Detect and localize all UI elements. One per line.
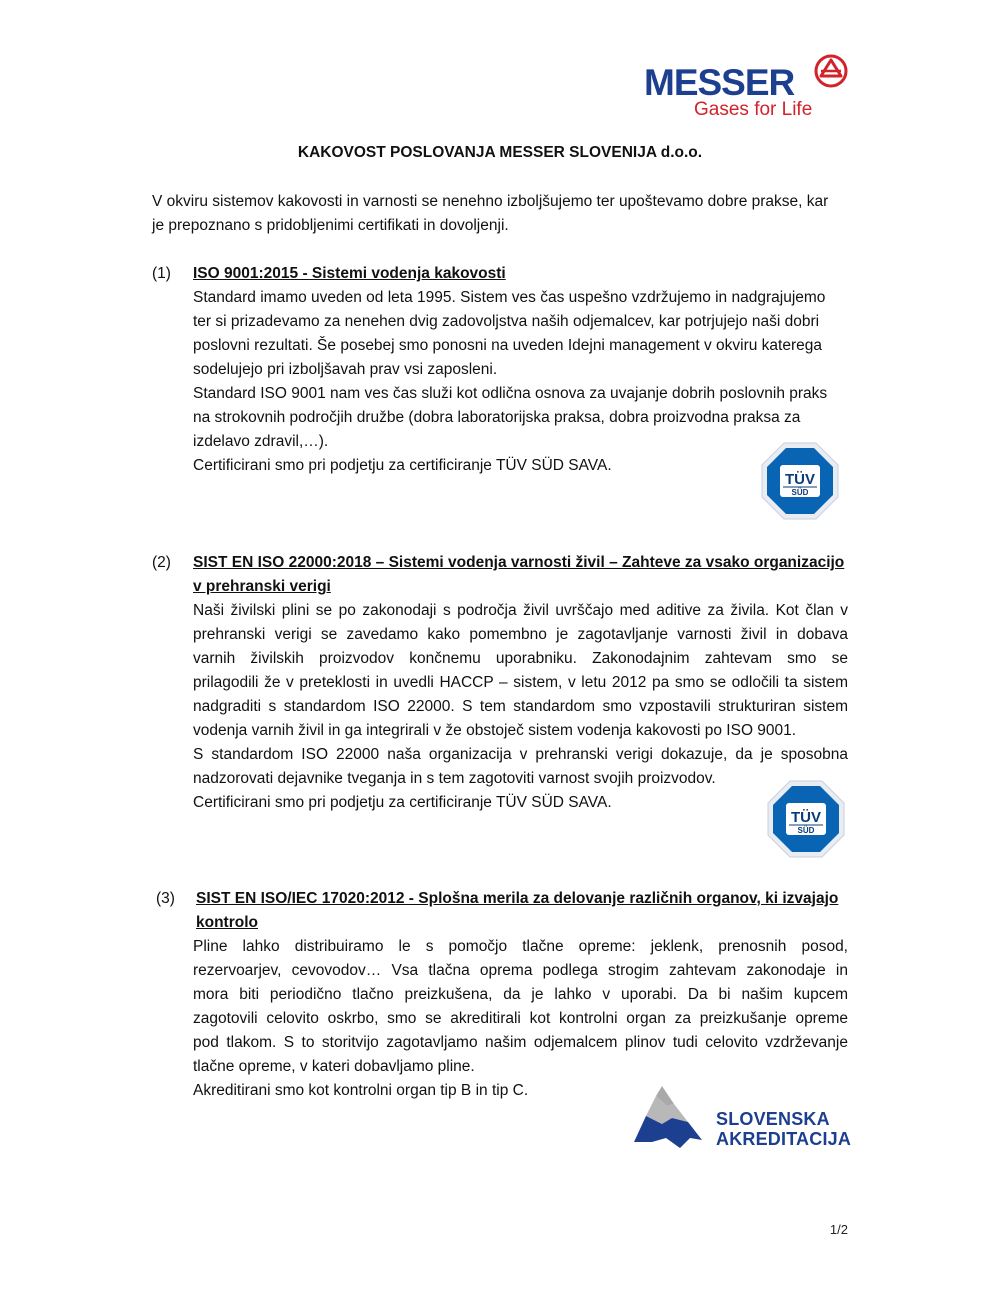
- akreditacija-line1: SLOVENSKA: [716, 1109, 830, 1129]
- body-line: S standardom ISO 22000 naša organizacija v prehranski verigi dokazuje, da je sposobna: [193, 746, 848, 763]
- messer-emblem-icon: [814, 54, 848, 88]
- tuv-sud-badge-icon: [766, 779, 846, 859]
- body-line: Pline lahko distribuiramo le s pomočjo tlačne opreme: jeklenk, prenosnih posod,: [193, 938, 848, 955]
- body-line: ter si prizadevamo za nenehen dvig zadovoljstva naših odjemalcev, kar potrjujejo naši dobri: [193, 313, 820, 330]
- body-line: Akreditirani smo kot kontrolni organ tip B in tip C.: [193, 1082, 529, 1099]
- heading-line: v prehranski verigi: [193, 578, 331, 595]
- body-line: Certificirani smo pri podjetju za certificiranje TÜV SÜD SAVA.: [193, 457, 612, 474]
- tuv-sud-badge-icon: [760, 441, 840, 521]
- section-heading: [196, 887, 856, 935]
- section-number: (1): [152, 265, 171, 282]
- body-line: zagotovili celovito oskrbo, smo se akreditirali kot kontrolni organ za preizkušanje opreme: [193, 1010, 848, 1027]
- messer-logo: [644, 50, 854, 125]
- body-line: Naši živilski plini se po zakonodaji s področja živil uvrščajo med aditive za živila. Kot član v: [193, 602, 848, 619]
- section-number: (2): [152, 554, 171, 571]
- document-title: KAKOVOST POSLOVANJA MESSER SLOVENIJA d.o.o.: [297, 144, 703, 161]
- intro-line: je prepoznano s pridobljenimi certifikati in dovoljenji.: [152, 217, 509, 234]
- body-line: varnih živilskih proizvodov končnemu uporabniku. Zakonodajnim zahtevam smo se: [193, 650, 848, 667]
- body-line: tlačne opreme, v kateri dobavljamo pline.: [193, 1058, 475, 1075]
- heading-line: SIST EN ISO 22000:2018 – Sistemi vodenja varnosti živil – Zahteve za vsako organizacijo: [193, 554, 845, 571]
- akreditacija-label: [716, 1109, 851, 1149]
- body-line: vodenja varnih živil in ga integrirali v že obstoječ sistem vodenja kakovosti po ISO 9001.: [193, 722, 797, 739]
- section-body: [193, 286, 853, 478]
- badge-line1: TÜV: [785, 471, 815, 488]
- badge-line2: SÜD: [797, 826, 815, 835]
- section-heading: [193, 262, 506, 286]
- section-body: [193, 935, 848, 1103]
- body-line: Standard imamo uveden od leta 1995. Sistem ves čas uspešno vzdržujemo in nadgrajujemo: [193, 289, 826, 306]
- akreditacija-line2: AKREDITACIJA: [716, 1129, 852, 1149]
- slovenska-akreditacija-logo-icon: [632, 1082, 704, 1150]
- heading-line: ISO 9001:2015 - Sistemi vodenja kakovosti: [193, 265, 506, 282]
- body-line: sodelujejo pri izboljšavah prav vsi zaposleni.: [193, 361, 498, 378]
- badge-line2: SÜD: [791, 488, 809, 497]
- body-line: prehranski verigi se zavedamo kako pomembno je zagotavljanje varnosti živil in dobava: [193, 626, 848, 643]
- body-line: na strokovnih področjih družbe (dobra laboratorijska praksa, dobra proizvodna praksa za: [193, 409, 801, 426]
- body-line: Certificirani smo pri podjetju za certificiranje TÜV SÜD SAVA.: [193, 794, 612, 811]
- logo-wordmark: MESSER: [644, 62, 795, 103]
- badge-line1: TÜV: [791, 809, 821, 826]
- body-line: izdelavo zdravil,…).: [193, 433, 329, 450]
- page-number: 1/2: [829, 1222, 848, 1237]
- intro-paragraph: [152, 190, 852, 238]
- body-line: Standard ISO 9001 nam ves čas služi kot odlična osnova za uvajanje dobrih poslovnih praks: [193, 385, 828, 402]
- section-body: [193, 599, 848, 815]
- heading-line: SIST EN ISO/IEC 17020:2012 - Splošna merila za delovanje različnih organov, ki izvajajo: [196, 890, 839, 907]
- body-line: nadgraditi s standardom ISO 22000. S tem standardom smo vzpostavili strukturiran sistem: [193, 698, 848, 715]
- section-heading: [193, 551, 853, 599]
- body-line: prilagodili že v preteklosti in uvedli HACCP – sistem, v letu 2012 pa smo se odločili ta sistem: [193, 674, 848, 691]
- body-line: poslovni rezultati. Še posebej smo ponosni na uveden Idejni management v okviru katerega: [193, 337, 822, 354]
- intro-line: V okviru sistemov kakovosti in varnosti se nenehno izboljšujemo ter upoštevamo dobre prakse, kar: [152, 193, 829, 210]
- slovenska-akreditacija-logo: [632, 1082, 852, 1152]
- heading-line: kontrolo: [196, 914, 258, 931]
- logo-tagline: Gases for Life: [694, 99, 813, 120]
- body-line: nadzorovati dejavnike tveganja in s tem zagotoviti varnost svojih proizvodov.: [193, 770, 716, 787]
- body-line: rezervoarjev, cevovodov… Vsa tlačna oprema podlega strogim zahtevam zakonodaje in: [193, 962, 848, 979]
- section-number: (3): [156, 890, 175, 907]
- body-line: mora biti periodično tlačno preizkušena, da je lahko v uporabi. Da bi našim kupcem: [193, 986, 848, 1003]
- body-line: pod tlakom. S to storitvijo zagotavljamo našim odjemalcem plinov tudi celovito vzdrževanje: [193, 1034, 848, 1051]
